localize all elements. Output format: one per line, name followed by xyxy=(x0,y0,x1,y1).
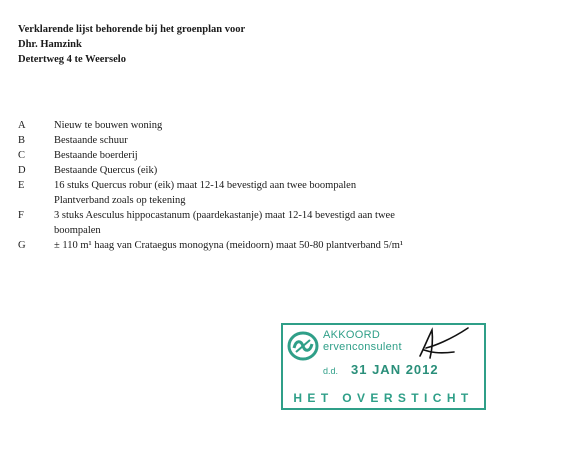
legend-item xyxy=(18,178,474,208)
legend-item xyxy=(18,163,474,178)
legend-key: A xyxy=(18,120,26,131)
legend-item xyxy=(18,118,474,133)
header-title: Verklarende lijst behorende bij het groenplan voor xyxy=(18,24,246,35)
legend-list xyxy=(18,118,474,253)
legend-text: 3 stuks Aesculus hippocastanum (paardekastanje) maat 12-14 bevestigd aan twee xyxy=(54,210,395,221)
legend-item xyxy=(18,148,474,163)
stamp-organisation: HET OVERSTICHT xyxy=(293,391,474,405)
stamp-role: ervenconsulent xyxy=(323,341,402,353)
header-address: Detertweg 4 te Weerselo xyxy=(18,54,126,65)
legend-text: Bestaande schuur xyxy=(54,135,128,146)
legend-key: B xyxy=(18,135,26,146)
legend-text: boompalen xyxy=(54,225,101,236)
legend-item xyxy=(18,238,474,253)
legend-text: Plantverband zoals op tekening xyxy=(54,195,186,206)
legend-item xyxy=(18,208,474,238)
document-header xyxy=(18,22,245,67)
legend-item xyxy=(18,133,474,148)
stamp-akkoord: AKKOORD xyxy=(323,329,381,341)
legend-text: Nieuw te bouwen woning xyxy=(54,120,163,131)
legend-key: C xyxy=(18,150,26,161)
header-client: Dhr. Hamzink xyxy=(18,39,82,50)
legend-text: ± 110 m¹ haag van Crataegus monogyna (meidoorn) maat 50-80 plantverband 5/m¹ xyxy=(54,240,404,251)
legend-text: Bestaande Quercus (eik) xyxy=(54,165,158,176)
legend-key: E xyxy=(18,180,25,191)
handwritten-signature-icon xyxy=(410,326,474,362)
oval-swirl-logo-icon xyxy=(287,330,319,362)
legend-text: Bestaande boerderij xyxy=(54,150,138,161)
legend-key: F xyxy=(18,210,24,221)
legend-text: 16 stuks Quercus robur (eik) maat 12-14 bevestigd aan twee boompalen xyxy=(54,180,357,191)
stamp-date: 31 JAN 2012 xyxy=(351,362,439,377)
legend-key: G xyxy=(18,240,26,251)
legend-key: D xyxy=(18,165,26,176)
stamp-date-label: d.d. xyxy=(323,366,339,376)
